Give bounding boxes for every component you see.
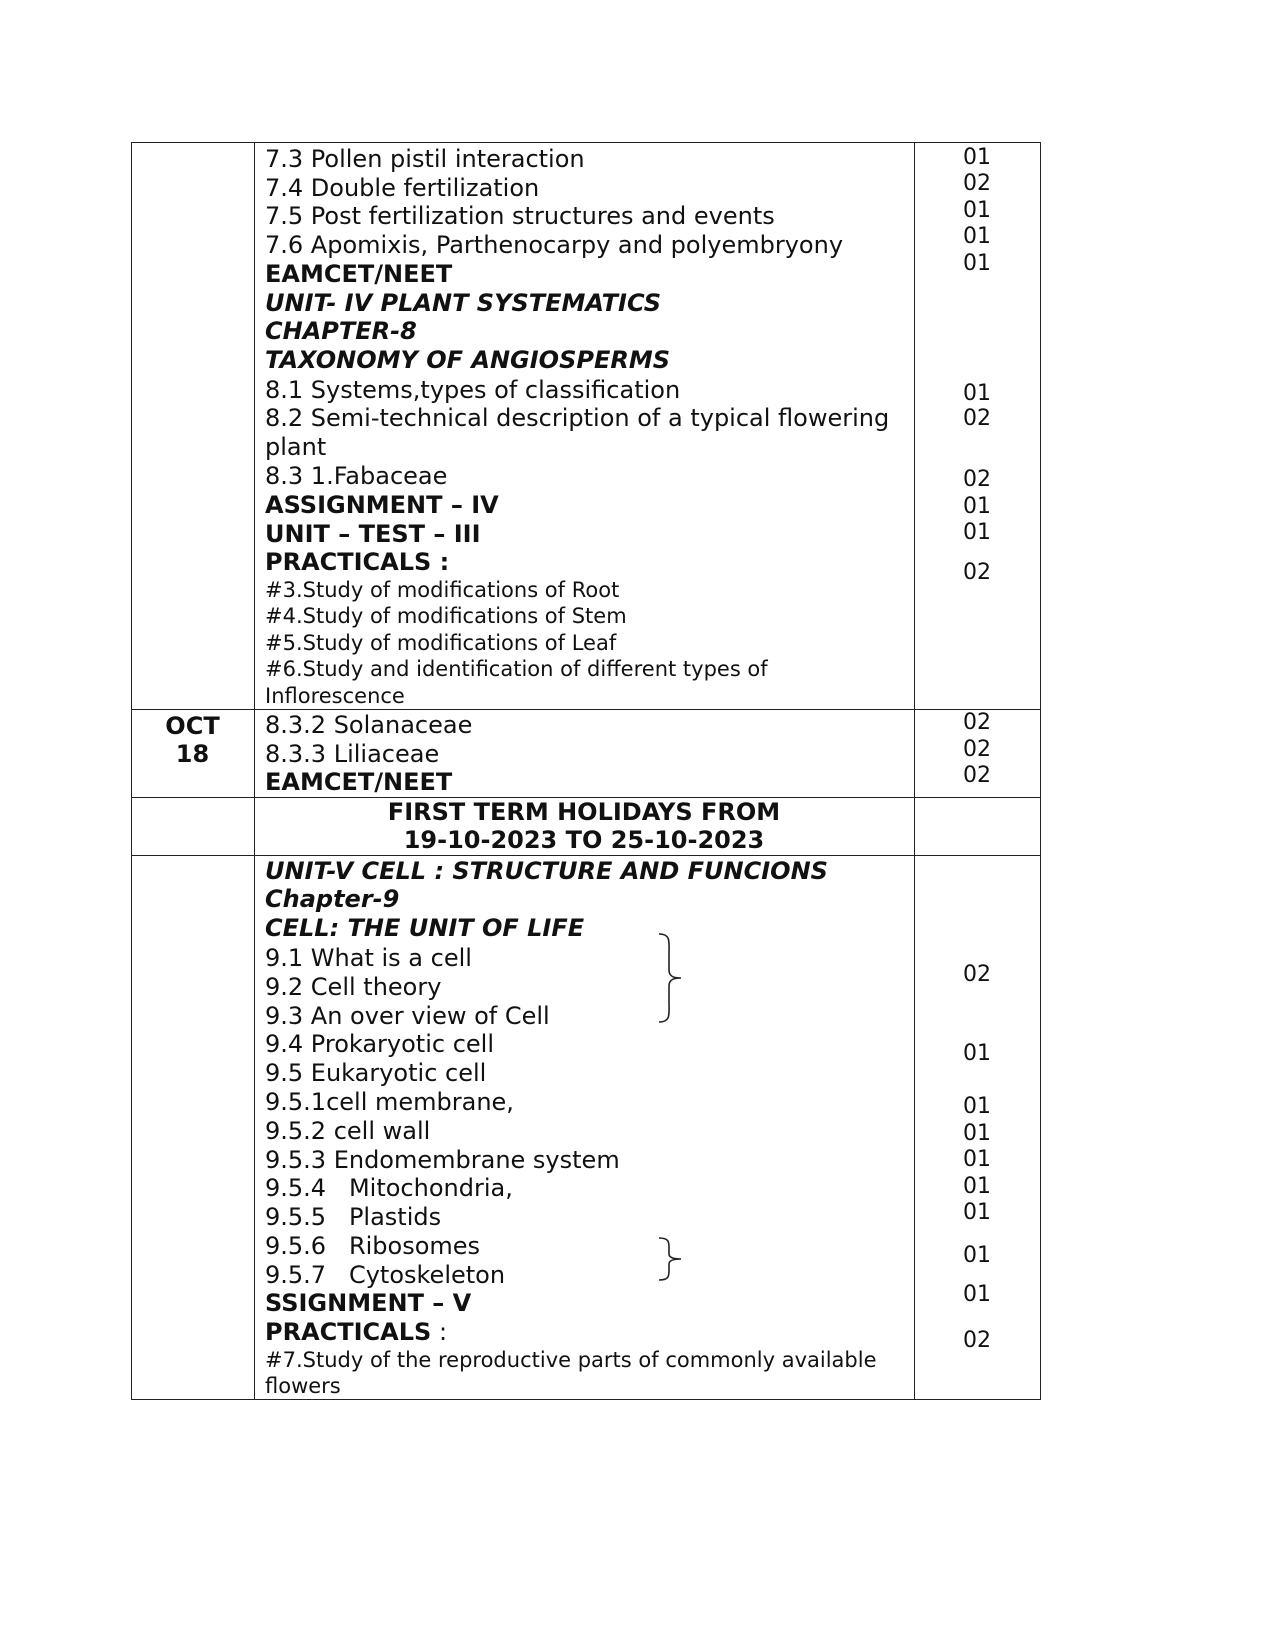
practicals-heading: PRACTICALS	[265, 1318, 432, 1346]
period-count: 02	[963, 710, 991, 735]
topic-line: 7.5 Post fertilization structures and events	[265, 202, 775, 230]
topic-line: 8.3 1.Fabaceae	[265, 462, 448, 490]
practical-line: #5.Study of modifications of Leaf	[265, 631, 617, 655]
chapter-heading: CHAPTER-8	[265, 317, 417, 345]
topic-line: 7.4 Double fertilization	[265, 174, 540, 202]
topic-line: 8.3.3 Liliaceae	[265, 740, 440, 768]
period-count: 01	[963, 145, 991, 170]
topic-line: 8.1 Systems,types of classification	[265, 376, 681, 404]
assignment-heading: ASSIGNMENT – IV	[265, 491, 499, 519]
period-count: 01	[963, 1200, 991, 1225]
practicals-line	[265, 1317, 447, 1347]
period-count: 01	[963, 1147, 991, 1172]
period-count: 02	[963, 1328, 991, 1353]
period-count: 02	[963, 962, 991, 987]
practical-line: #4.Study of modifications of Stem	[265, 604, 627, 628]
period-count: 01	[963, 494, 991, 519]
month-label: OCT	[165, 712, 220, 740]
period-count: 01	[963, 251, 991, 276]
period-count: 01	[963, 198, 991, 223]
topic-line: 9.5.3 Endomembrane system	[265, 1146, 620, 1174]
topic-line: 9.5.4 Mitochondria,	[265, 1174, 513, 1202]
period-count: 01	[963, 1282, 991, 1307]
period-count: 01	[963, 1041, 991, 1066]
topic-line: 9.2 Cell theory	[265, 973, 442, 1001]
exam-heading: EAMCET/NEET	[265, 768, 453, 796]
chapter-heading: Chapter-9	[265, 885, 400, 913]
topic-line: 8.3.2 Solanaceae	[265, 711, 473, 739]
period-count: 01	[963, 1094, 991, 1119]
practical-line: #7.Study of the reproductive parts of commonly available	[265, 1348, 877, 1372]
practical-line: Inflorescence	[265, 684, 405, 708]
topic-line: 7.6 Apomixis, Parthenocarpy and polyembryony	[265, 231, 844, 259]
topic-line: 9.5.7 Cytoskeleton	[265, 1261, 506, 1289]
period-count: 02	[963, 560, 991, 585]
practical-line: #3.Study of modifications of Root	[265, 578, 620, 602]
period-count: 02	[963, 171, 991, 196]
period-count: 01	[963, 1174, 991, 1199]
column-divider-2	[914, 142, 915, 1400]
topic-line: 9.5.5 Plastids	[265, 1203, 442, 1231]
topic-line: 9.5 Eukaryotic cell	[265, 1059, 487, 1087]
topic-line: plant	[265, 433, 327, 461]
period-count: 01	[963, 1243, 991, 1268]
period-count: 01	[963, 381, 991, 406]
topic-line: 9.1 What is a cell	[265, 944, 472, 972]
unit-heading: UNIT-V CELL : STRUCTURE AND FUNCIONS	[265, 857, 828, 885]
unit-test-heading: UNIT – TEST – III	[265, 520, 481, 548]
day-label: 18	[175, 740, 210, 768]
unit-heading: UNIT- IV PLANT SYSTEMATICS	[265, 289, 662, 317]
chapter-title: CELL: THE UNIT OF LIFE	[265, 914, 585, 942]
period-count: 02	[963, 737, 991, 762]
assignment-heading: SSIGNMENT – V	[265, 1289, 472, 1317]
period-count: 02	[963, 406, 991, 431]
holiday-dates: 19-10-2023 TO 25-10-2023	[403, 826, 765, 854]
column-divider-1	[254, 142, 255, 1400]
exam-heading: EAMCET/NEET	[265, 260, 453, 288]
period-count: 01	[963, 1121, 991, 1146]
topic-line: 8.2 Semi-technical description of a typical flowering	[265, 404, 890, 432]
practical-line: flowers	[265, 1374, 341, 1398]
practicals-heading: PRACTICALS :	[265, 548, 450, 576]
topic-line: 9.5.6 Ribosomes	[265, 1232, 481, 1260]
topic-line: 9.5.2 cell wall	[265, 1117, 431, 1145]
period-count: 01	[963, 224, 991, 249]
right-brace-icon	[655, 1236, 687, 1282]
topic-line: 9.4 Prokaryotic cell	[265, 1030, 495, 1058]
holiday-title: FIRST TERM HOLIDAYS FROM	[387, 798, 781, 826]
topic-line: 9.5.1cell membrane,	[265, 1088, 514, 1116]
topic-line: 9.3 An over view of Cell	[265, 1002, 550, 1030]
chapter-title: TAXONOMY OF ANGIOSPERMS	[265, 346, 670, 374]
practicals-colon: :	[431, 1318, 448, 1346]
period-count: 01	[963, 520, 991, 545]
practical-line: #6.Study and identification of different types of	[265, 657, 768, 681]
right-brace-icon	[655, 932, 687, 1024]
period-count: 02	[963, 763, 991, 788]
topic-line: 7.3 Pollen pistil interaction	[265, 145, 585, 173]
period-count: 02	[963, 467, 991, 492]
